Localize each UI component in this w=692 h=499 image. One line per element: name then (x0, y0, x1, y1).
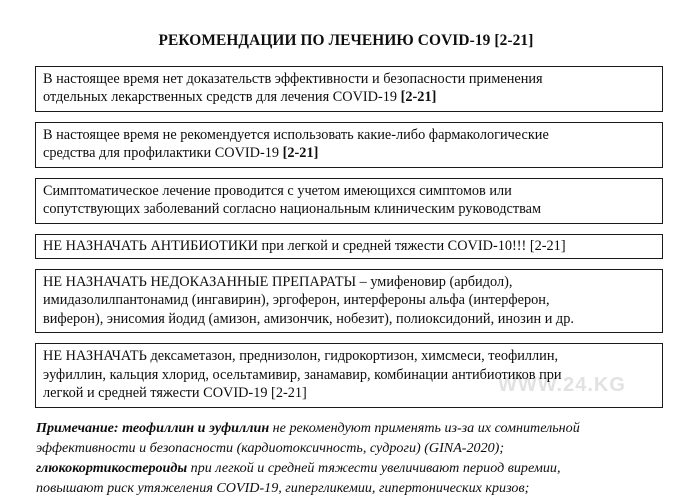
note-emphasis: Примечание: теофиллин и эуфиллин (36, 419, 270, 436)
recommendation-box-no-evidence (35, 66, 663, 112)
box-text-plain: сопутствующих заболеваний согласно национальным клиническим руководствам (43, 201, 542, 218)
note-line (36, 418, 663, 438)
box-text-line (43, 70, 656, 88)
box-text-plain: средства для профилактики COVID-19 (43, 145, 283, 162)
box-text-plain: Симптоматическое лечение проводится с учетом имеющихся симптомов или (43, 182, 512, 199)
note-text: при легкой и средней тяжести увеличивают период виремии, (187, 460, 561, 477)
box-text-line: эуфиллин, кальция хлорид, осельтамивир, занамавир, комбинации антибиотиков при (43, 366, 562, 383)
reference-tag: [2-21] (282, 145, 319, 162)
page-title: РЕКОМЕНДАЦИИ ПО ЛЕЧЕНИЮ COVID-19 [2-21] (158, 32, 534, 49)
box-text-line (43, 126, 656, 144)
box-text-plain: отдельных лекарственных средств для лечения COVID-19 (43, 89, 401, 106)
box-text-line (43, 88, 656, 106)
note-line (36, 438, 663, 458)
note-text: не рекомендуют применять из-за их сомнительной (269, 419, 580, 436)
note-text: повышают риск утяжеления COVID-19, гипергликемии, гипертонических кризов; (36, 480, 530, 497)
box-text-line (43, 182, 656, 200)
box-text-line (43, 144, 656, 162)
box-text-line: НЕ НАЗНАЧАТЬ АНТИБИОТИКИ при легкой и средней тяжести COVID-10!!! [2-21] (43, 237, 566, 254)
box-text-line (43, 200, 656, 218)
note-text: эффективности и безопасности (кардиотоксичность, судроги) (GINA-2020); (36, 439, 505, 456)
box-text-line: НЕ НАЗНАЧАТЬ дексаметазон, преднизолон, гидрокортизон, химсмеси, теофиллин, (43, 348, 559, 365)
box-text-line: имидазолилпантонамид (ингавирин), эргоферон, интерфероны альфа (интерферон, (43, 292, 550, 309)
box-text-plain: В настоящее время не рекомендуется использовать какие-либо фармакологические (43, 126, 549, 143)
recommendation-box-symptomatic-treatment (35, 178, 663, 224)
note-line (36, 478, 663, 498)
recommendation-box-no-prophylaxis (35, 122, 663, 168)
recommendation-box-no-antibiotics (35, 234, 663, 259)
box-text-line: НЕ НАЗНАЧАТЬ НЕДОКАЗАННЫЕ ПРЕПАРАТЫ – умифеновир (арбидол), (43, 274, 513, 290)
note-line (36, 458, 663, 478)
watermark: WWW.24.KG (498, 374, 626, 396)
recommendation-box-list (0, 66, 692, 408)
note-emphasis: глюкокортикостероиды (36, 460, 188, 477)
reference-tag: [2-21] (400, 89, 437, 106)
box-text-line: легкой и средней тяжести COVID-19 [2-21] (43, 385, 307, 402)
box-text-plain: В настоящее время нет доказательств эффективности и безопасности применения (43, 70, 543, 87)
note-block (0, 418, 692, 499)
box-text-line: виферон), энисомия йодид (амизон, амизончик, нобезит), полиоксидоний, инозин и др. (43, 310, 574, 327)
recommendation-box-no-unproven-drugs (35, 269, 663, 333)
recommendation-box-no-steroids (35, 343, 663, 407)
